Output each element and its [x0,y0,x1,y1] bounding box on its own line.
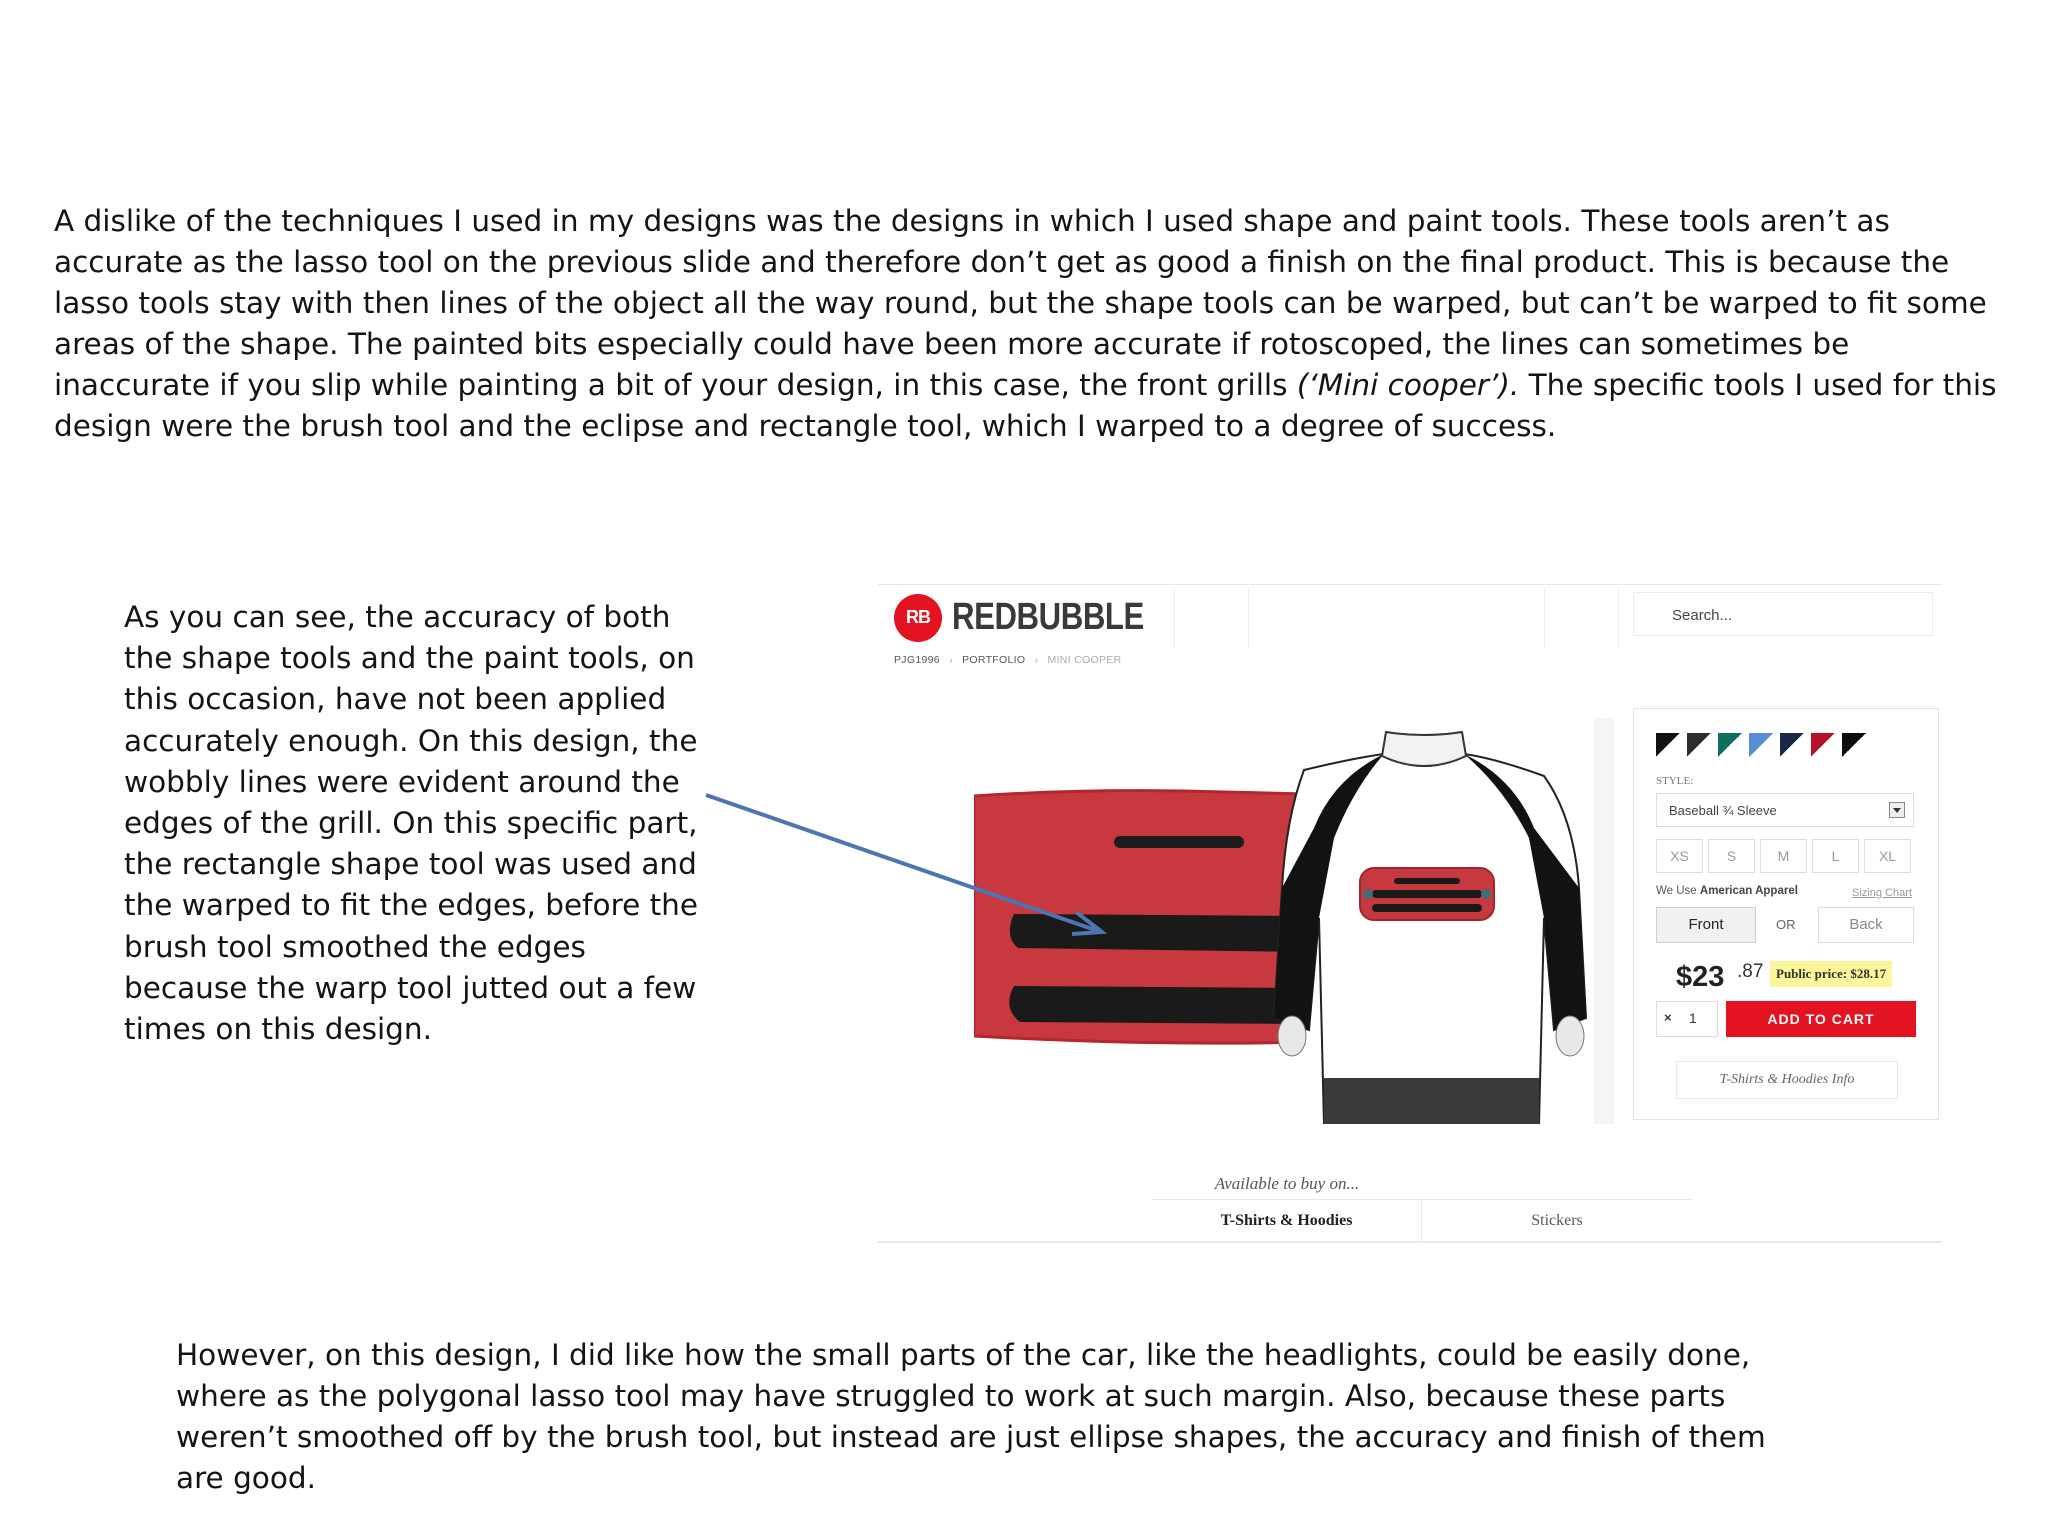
purchase-panel [1633,708,1939,1120]
tshirts-hoodies-info-button[interactable]: T-Shirts & Hoodies Info [1676,1061,1898,1099]
footer-border [878,1241,1942,1243]
breadcrumb-current: MINI COOPER [1047,654,1122,666]
breadcrumb-separator: › [949,654,953,666]
search-placeholder: Search... [1672,607,1733,624]
color-swatches [1656,733,1873,757]
color-swatch[interactable] [1842,733,1866,757]
breadcrumb-separator: › [1034,654,1039,666]
available-label: Available to buy on... [1214,1174,1360,1193]
remove-icon[interactable]: × [1664,1010,1672,1025]
color-swatch[interactable] [1811,733,1835,757]
color-swatch[interactable] [1656,733,1680,757]
quantity-input[interactable] [1656,1001,1718,1037]
color-swatch[interactable] [1687,733,1711,757]
apparel-note: We Use American Apparel [1656,885,1798,897]
tab-stickers[interactable]: Stickers [1531,1212,1583,1229]
size-s-button[interactable]: S [1708,839,1755,873]
size-xl-button[interactable]: XL [1864,839,1911,873]
nav-divider [1618,588,1619,648]
style-label: STYLE: [1656,775,1694,787]
header-border [878,584,1942,585]
product-tabs [1152,1199,1692,1242]
breadcrumb [894,654,1127,666]
redbubble-screenshot [878,584,1942,1244]
tshirt-mockup-icon [974,718,1614,1124]
size-m-button[interactable]: M [1760,839,1807,873]
color-swatch[interactable] [1780,733,1804,757]
sizing-chart-link[interactable]: Sizing Chart [1852,887,1912,899]
style-value: Baseball ¾ Sleeve [1669,803,1777,818]
paragraph-left: As you can see, the accuracy of both the shape tools and the paint tools, on this occasion, have not been applied accurately enough. On this design, the wobbly lines were evident around the edges of the grill. On this specific part, the rectangle shape tool was used and the warped to fit the edges, before the brush tool smoothed the edges because the warp tool jutted out a few times on this design. [124,600,699,1047]
redbubble-logo-icon[interactable]: RB [894,594,942,642]
size-selector [1656,839,1916,873]
color-swatch[interactable] [1749,733,1773,757]
size-l-button[interactable]: L [1812,839,1859,873]
dropdown-arrow-icon[interactable] [1889,802,1905,818]
tab-tshirts-hoodies[interactable]: T-Shirts & Hoodies [1152,1200,1422,1242]
breadcrumb-user[interactable]: PJG1996 [894,654,940,666]
nav-divider [1174,588,1175,648]
brand-wordmark[interactable]: REDBUBBLE [952,596,1144,638]
paragraph-bottom: However, on this design, I did like how the small parts of the car, like the headlights, could be easily done, where as the polygonal lasso tool may have struggled to work at such margin. Also, because these parts weren’t smoothed off by the brush tool, but instead are just ellipse shapes, the accuracy and finish of them are good. [176,1338,1766,1495]
search-input[interactable] [1633,592,1933,636]
or-label: OR [1776,917,1796,932]
price-cents: .87 [1737,961,1764,982]
nav-divider [1544,588,1545,648]
public-price-badge: Public price: $28.17 [1770,961,1892,987]
size-xs-button[interactable]: XS [1656,839,1703,873]
paragraph-top: A dislike of the techniques I used in my designs was the designs in which I used shape and paint tools. These tools aren’t as accurate as the lasso tool on the previous slide and therefore don’t get as good a finish on the final product. This is because the lasso tools stay with then lines of the object all the way round, but the shape tools can be warped, but can’t be warped to fit some areas of the shape. The painted bits especially could have been more accurate if rotoscoped, the lines can sometimes be inaccurate if you slip while painting a bit of your design, in this case, the front grills (‘Mini cooper’). The specific tools I used for this design were the brush tool and the eclipse and rectangle tool, which I warped to a degree of success. [54,204,1997,443]
back-button[interactable]: Back [1818,907,1914,943]
price: $23 [1676,961,1725,993]
quantity-value[interactable]: 1 [1689,1010,1697,1026]
breadcrumb-portfolio[interactable]: PORTFOLIO [962,654,1026,666]
nav-divider [1248,588,1249,648]
front-button[interactable]: Front [1656,907,1756,943]
color-swatch[interactable] [1718,733,1742,757]
add-to-cart-button[interactable]: ADD TO CART [1726,1001,1916,1037]
style-select[interactable] [1656,793,1914,827]
